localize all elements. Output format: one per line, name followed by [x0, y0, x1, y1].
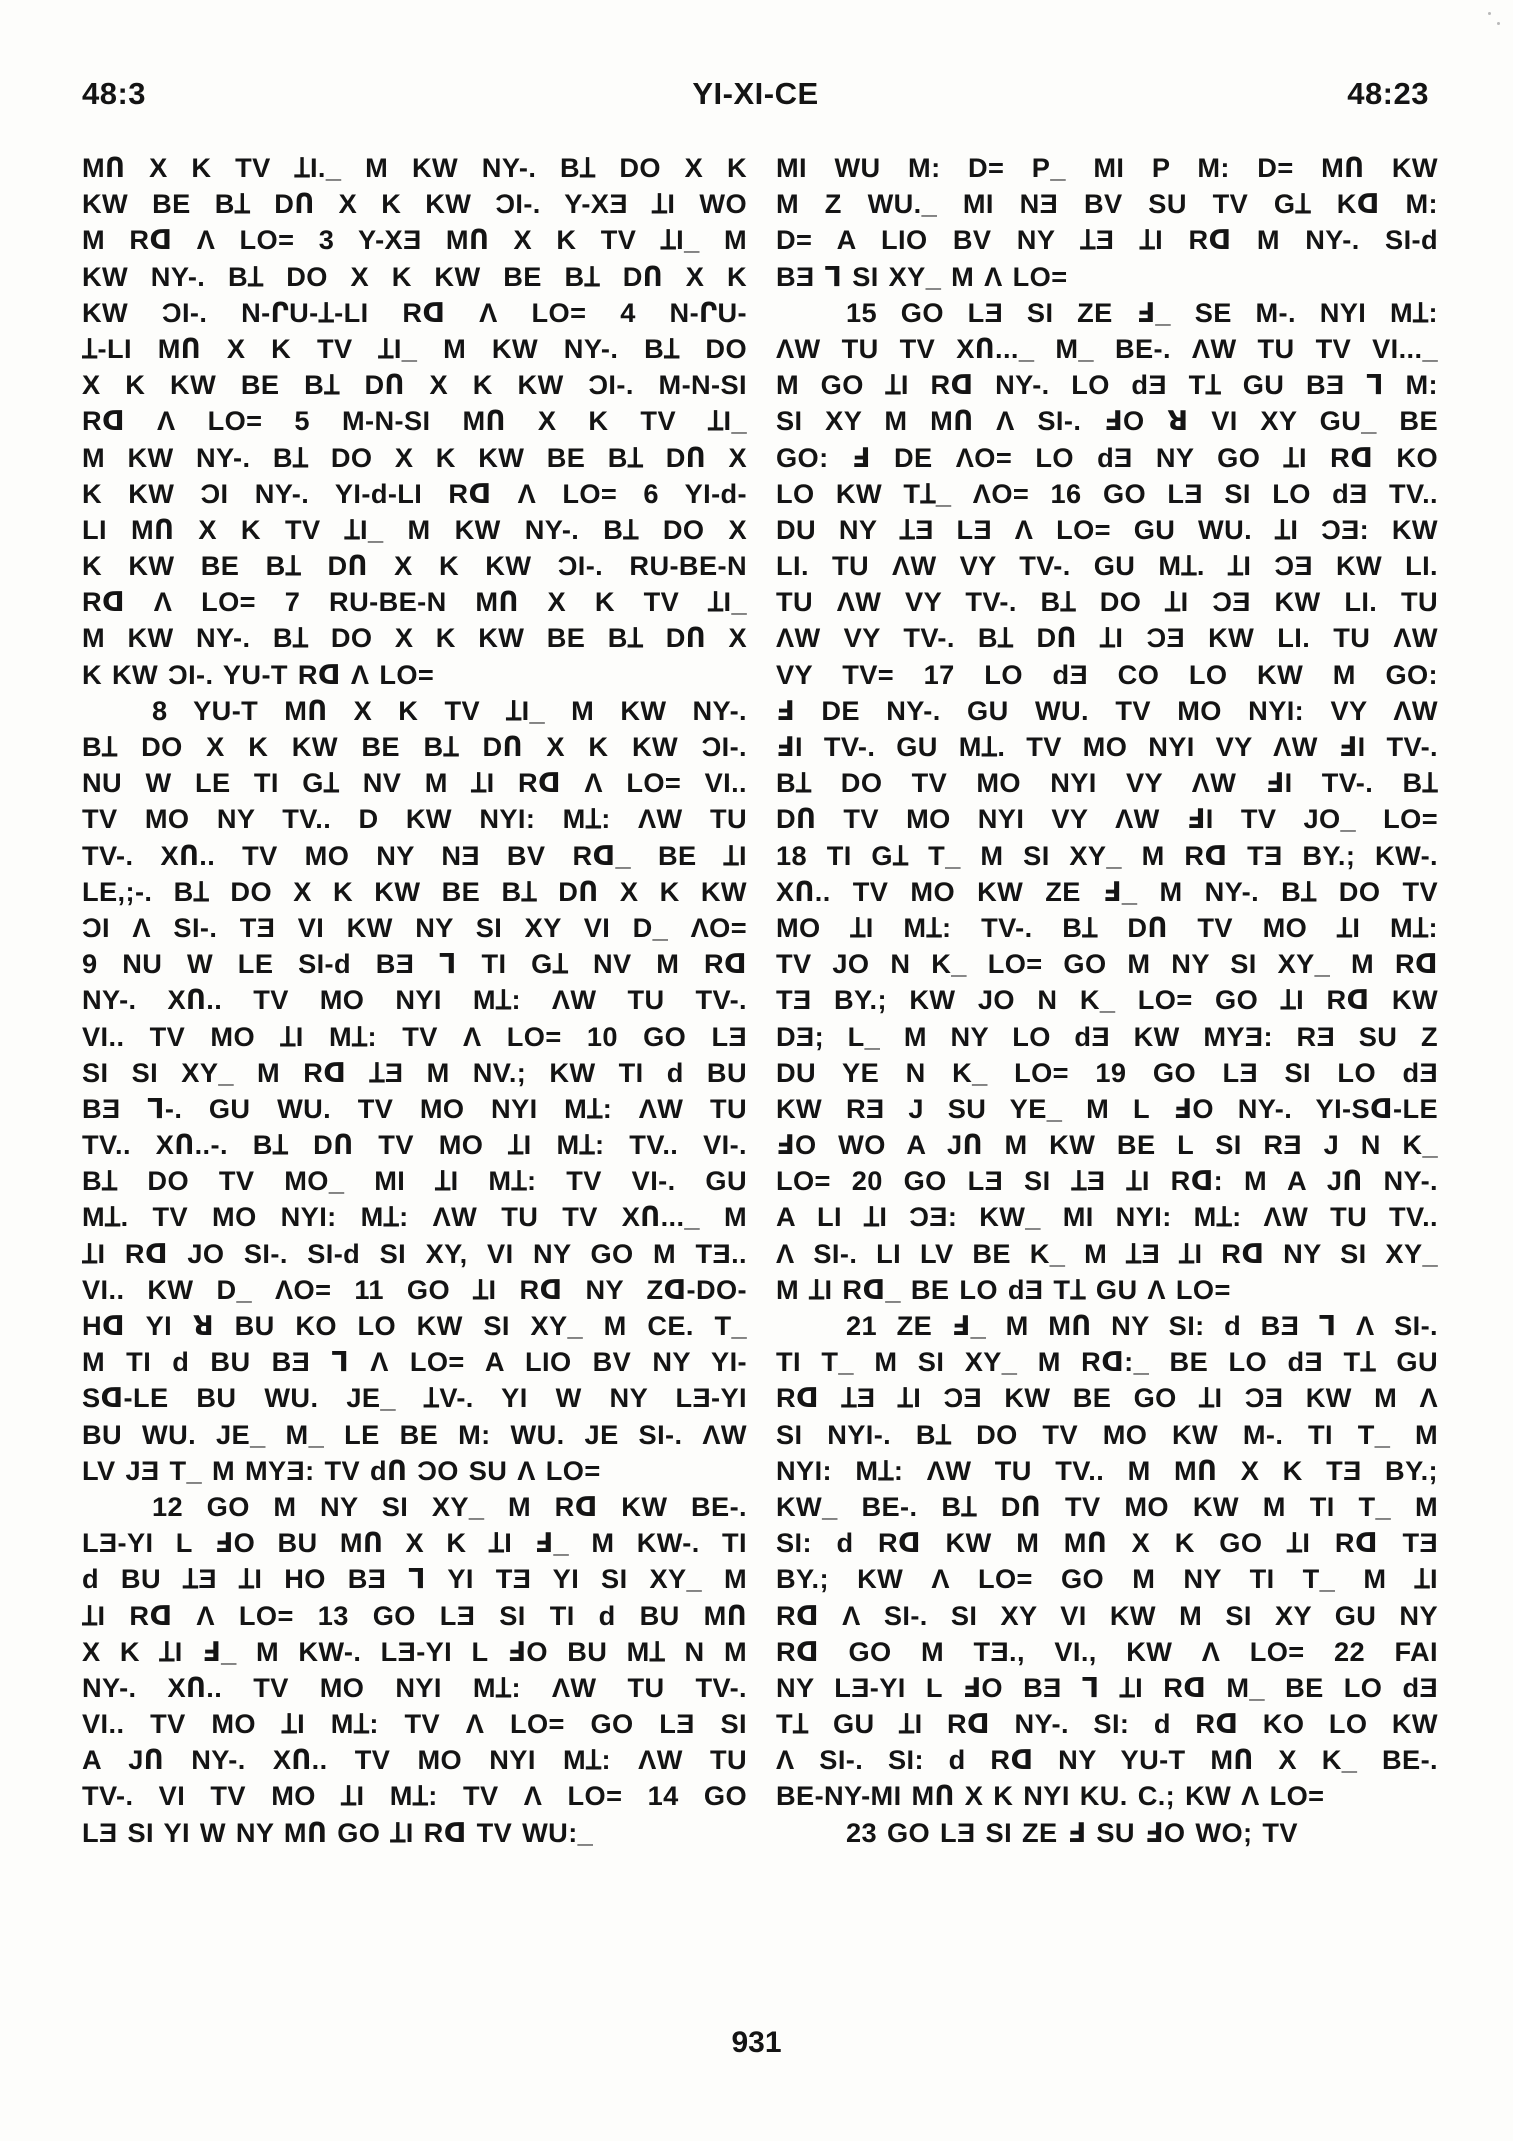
- left-column-line: ꞱI Rꓷ JO SI-. SI-ԁ SI XY, VI NY GO M TƎ..: [82, 1237, 747, 1269]
- left-column-line: KW ƆI-. N-ՐU-Ʇ-LI Rꓷ Λ LO= 4 N-ՐU-: [82, 296, 747, 328]
- scan-speck: [1497, 22, 1500, 25]
- right-column-line: Rꓷ Λ SI-. SI XY VI KW M SI XY GU NY: [776, 1599, 1438, 1631]
- right-column-line: LI. TU ΛW VY TV-. GU MꞱ. ꞱI ƆƎ KW LI.: [776, 550, 1438, 582]
- right-column-line: M Z WU._ MI NƎ BV SU TV GꞱ Kꓷ M:: [776, 188, 1438, 220]
- right-column-line: DU NY ꞱƎ LƎ Λ LO= GU WU. ꞱI ƆƎ: KW: [776, 513, 1438, 545]
- left-column-line: BU WU. JE_ M_ LE BE M: WU. JE SI-. ΛW: [82, 1418, 747, 1450]
- left-column-line: Sꓷ-LE BU WU. JE_ ꞱV-. YI W NY LƎ-YI: [82, 1382, 747, 1414]
- right-column-line: MI WU M: D= P_ MI P M: D= MՈ KW: [776, 152, 1438, 183]
- left-column-line: LƎ SI YI W NY MՈ GO ꞱI Rꓷ TV WU:_: [82, 1816, 594, 1848]
- left-column-line: X K ꞱI ꓞ_ M KW-. LƎ-YI L ꓞO BU MꞱ N M: [82, 1635, 747, 1667]
- left-column-line: Ʇ-LI MՈ X K TV ꞱI_ M KW NY-. BꞱ DO: [82, 332, 747, 364]
- right-column-line: KW RƎ J SU YE_ M L ꓞO NY-. YI-Sꓷ-LE: [776, 1092, 1438, 1124]
- right-column-line: SI NYI-. BꞱ DO TV MO KW M-. TI T_ M: [776, 1418, 1438, 1450]
- right-column-line: BꞱ DO TV MO NYI VY ΛW ꓞI TV-. BꞱ: [776, 767, 1438, 799]
- header-left-reference: 48:3: [82, 76, 147, 111]
- left-column-line: MꞱ. TV MO NYI: MꞱ: ΛW TU TV XՈ..._ M: [82, 1201, 747, 1233]
- right-column-line: VY TV= 17 LO ԁƎ CO LO KW M GO:: [776, 658, 1438, 690]
- right-column-line: TƎ BY.; KW JO N K_ LO= GO ꞱI Rꓷ KW: [776, 984, 1438, 1016]
- left-column-line: M KW NY-. BꞱ DO X K KW BE BꞱ DՈ X: [82, 441, 747, 473]
- right-column-line: BƎ Ꞁ SI XY_ M Λ LO=: [776, 260, 1068, 292]
- right-column-line: DƎ; L_ M NY LO ԁƎ KW MYƎ: RƎ SU Z: [776, 1020, 1438, 1052]
- left-column-line: K KW ƆI-. YU-T Rꓷ Λ LO=: [82, 658, 435, 690]
- scan-speck: [1488, 12, 1491, 15]
- right-column-line: DU YE N K_ LO= 19 GO LƎ SI LO ԁƎ: [776, 1056, 1438, 1088]
- right-column-line: Λ SI-. LI LV BE K_ M ꞱƎ ꞱI Rꓷ NY SI XY_: [776, 1237, 1438, 1269]
- left-column-line: K KW ƆI NY-. YI-ԁ-LI Rꓷ Λ LO= 6 YI-ԁ-: [82, 477, 747, 509]
- right-column-line: XՈ.. TV MO KW ZE ꓞ_ M NY-. BꞱ DO TV: [776, 875, 1438, 907]
- page-number: 931: [731, 2026, 782, 2059]
- right-column-line: ꓞI TV-. GU MꞱ. TV MO NYI VY ΛW ꓞI TV-.: [776, 731, 1438, 762]
- right-column-line: 15 GO LƎ SI ZE ꓞ_ SE M-. NYI MꞱ:: [846, 296, 1438, 328]
- right-column-line: GO: ꓞ DE ΛO= LO ԁƎ NY GO ꞱI Rꓷ KO: [776, 441, 1438, 473]
- right-column-line: LO KW TꞱ_ ΛO= 16 GO LƎ SI LO ԁƎ TV..: [776, 477, 1438, 509]
- right-column-line: Rꓷ ꞱƎ ꞱI ƆƎ KW BE GO ꞱI ƆƎ KW M Λ: [776, 1382, 1438, 1414]
- left-column-line: M Rꓷ Λ LO= 3 Y-XƎ MՈ X K TV ꞱI_ M: [82, 224, 747, 256]
- left-column-line: A JՈ NY-. XՈ.. TV MO NYI MꞱ: ΛW TU: [82, 1744, 747, 1776]
- left-column-line: Rꓷ Λ LO= 7 RU-BE-N MՈ X K TV ꞱI_: [82, 586, 747, 618]
- left-column-line: KW BE BꞱ DՈ X K KW ƆI-. Y-XƎ ꞱI WO: [82, 188, 747, 220]
- right-column-line: SI XY M MՈ Λ SI-. ꓞO ꓤ VI XY GU_ BE: [776, 405, 1438, 437]
- left-column-line: 12 GO M NY SI XY_ M Rꓷ KW BE-.: [152, 1490, 747, 1522]
- left-column-line: K KW BE BꞱ DՈ X K KW ƆI-. RU-BE-N: [82, 550, 747, 582]
- right-column-line: Λ SI-. SI: ԁ Rꓷ NY YU-T MՈ X K_ BE-.: [776, 1744, 1438, 1776]
- left-column-line: Rꓷ Λ LO= 5 M-N-SI MՈ X K TV ꞱI_: [82, 405, 747, 437]
- right-column-line: BY.; KW Λ LO= GO M NY TI T_ M ꞱI: [776, 1563, 1438, 1595]
- left-column-line: LƎ-YI L ꓞO BU MՈ X K ꞱI ꓞ_ M KW-. TI: [82, 1527, 747, 1559]
- right-column-line: TI T_ M SI XY_ M Rꓷ:_ BE LO ԁƎ TꞱ GU: [776, 1346, 1438, 1378]
- left-column-line: TV MO NY TV.. D KW NYI: MꞱ: ΛW TU: [82, 803, 747, 835]
- right-column-line: ꓞ DE NY-. GU WU. TV MO NYI: VY ΛW: [776, 694, 1438, 726]
- right-column-line: SI: ԁ Rꓷ KW M MՈ X K GO ꞱI Rꓷ TƎ: [776, 1527, 1438, 1559]
- right-column-line: ΛW VY TV-. BꞱ DՈ ꞱI ƆƎ KW LI. TU ΛW: [776, 622, 1438, 654]
- right-column-line: NY LƎ-YI L ꓞO BƎ Ꞁ ꞱI Rꓷ M_ BE LO ԁƎ: [776, 1671, 1438, 1703]
- right-text-column: [776, 150, 1438, 1851]
- left-column-line: NY-. XՈ.. TV MO NYI MꞱ: ΛW TU TV-.: [82, 984, 747, 1016]
- left-column-line: M KW NY-. BꞱ DO X K KW BE BꞱ DՈ X: [82, 622, 747, 654]
- right-column-line: A LI ꞱI ƆƎ: KW_ MI NYI: MꞱ: ΛW TU TV..: [776, 1201, 1438, 1233]
- left-column-line: Hꓷ YI ꓤ BU KO LO KW SI XY_ M CE. T_: [82, 1310, 747, 1341]
- right-column-line: KW_ BE-. BꞱ DՈ TV MO KW M TI T_ M: [776, 1490, 1438, 1522]
- right-column-line: BE-NY-MI MՈ X K NYI KU. C.; KW Λ LO=: [776, 1780, 1325, 1812]
- left-column-line: NY-. XՈ.. TV MO NYI MꞱ: ΛW TU TV-.: [82, 1671, 747, 1703]
- running-header: [82, 76, 1429, 120]
- right-column-line: Rꓷ GO M TƎ., VI., KW Λ LO= 22 FAI: [776, 1635, 1438, 1667]
- right-column-line: TU ΛW VY TV-. BꞱ DO ꞱI ƆƎ KW LI. TU: [776, 586, 1438, 618]
- right-column-line: ꓞO WO A JՈ M KW BE L SI RƎ J N K_: [776, 1129, 1438, 1161]
- left-column-line: 8 YU-T MՈ X K TV ꞱI_ M KW NY-.: [152, 694, 747, 726]
- right-column-line: DՈ TV MO NYI VY ΛW ꓞI TV JO_ LO=: [776, 803, 1438, 835]
- right-column-line: NYI: MꞱ: ΛW TU TV.. M MՈ X K TƎ BY.;: [776, 1454, 1438, 1486]
- left-text-column: [82, 150, 747, 1851]
- left-column-line: VI.. TV MO ꞱI MꞱ: TV Λ LO= GO LƎ SI: [82, 1708, 747, 1740]
- right-column-line: D= A LIO BV NY ꞱƎ ꞱI Rꓷ M NY-. SI-ԁ: [776, 224, 1438, 256]
- left-column-line: ԁ BU ꞱƎ ꞱI HO BƎ Ꞁ YI TƎ YI SI XY_ M: [82, 1563, 747, 1595]
- left-column-line: BꞱ DO TV MO_ MI ꞱI MꞱ: TV VI-. GU: [82, 1165, 747, 1197]
- right-column-line: MO ꞱI MꞱ: TV-. BꞱ DՈ TV MO ꞱI MꞱ:: [776, 911, 1438, 943]
- left-column-line: TV-. VI TV MO ꞱI MꞱ: TV Λ LO= 14 GO: [82, 1780, 747, 1812]
- left-column-line: BƎ Ꞁ-. GU WU. TV MO NYI MꞱ: ΛW TU: [82, 1092, 747, 1124]
- right-column-line: LO= 20 GO LƎ SI ꞱƎ ꞱI Rꓷ: M A JՈ NY-.: [776, 1165, 1438, 1197]
- right-column-line: TꞱ GU ꞱI Rꓷ NY-. SI: ԁ Rꓷ KO LO KW: [776, 1708, 1438, 1740]
- left-column-line: NU W LE TI GꞱ NV M ꞱI Rꓷ Λ LO= VI..: [82, 767, 747, 799]
- right-column-line: M GO ꞱI Rꓷ NY-. LO ԁƎ TꞱ GU BƎ Ꞁ M:: [776, 369, 1438, 401]
- left-column-line: ꞱI Rꓷ Λ LO= 13 GO LƎ SI TI ԁ BU MՈ: [82, 1599, 747, 1631]
- right-column-line: 18 TI GꞱ T_ M SI XY_ M Rꓷ TƎ BY.; KW-.: [776, 839, 1438, 871]
- left-column-line: VI.. KW D_ ΛO= 11 GO ꞱI Rꓷ NY Zꓷ-DO-: [82, 1273, 747, 1305]
- left-column-line: TV.. XՈ..-. BꞱ DՈ TV MO ꞱI MꞱ: TV.. VI-.: [82, 1129, 747, 1161]
- left-column-line: MՈ X K TV ꞱI._ M KW NY-. BꞱ DO X K: [82, 152, 747, 183]
- right-column-line: 21 ZE ꓞ_ M MՈ NY SI: ԁ BƎ Ꞁ Λ SI-.: [846, 1310, 1438, 1341]
- left-column-line: X K KW BE BꞱ DՈ X K KW ƆI-. M-N-SI: [82, 369, 747, 401]
- left-column-line: M TI ԁ BU BƎ Ꞁ Λ LO= A LIO BV NY YI-: [82, 1346, 747, 1378]
- book-title: YI-XI-CE: [692, 76, 819, 111]
- left-column-line: LV JƎ T_ M MYƎ: TV ԁՈ ƆO SU Λ LO=: [82, 1454, 601, 1486]
- right-column-line: M ꞱI Rꓷ_ BE LO ԁƎ TꞱ GU Λ LO=: [776, 1273, 1231, 1305]
- right-column-line: ΛW TU TV XՈ..._ M_ BE-. ΛW TU TV VI..._: [776, 332, 1438, 364]
- left-column-line: 9 NU W LE SI-ԁ BƎ Ꞁ TI GꞱ NV M Rꓷ: [82, 948, 747, 980]
- left-column-line: BꞱ DO X K KW BE BꞱ DՈ X K KW ƆI-.: [82, 731, 747, 762]
- right-column-line: TV JO N K_ LO= GO M NY SI XY_ M Rꓷ: [776, 948, 1438, 980]
- left-column-line: ƆI Λ SI-. TƎ VI KW NY SI XY VI D_ ΛO=: [82, 911, 747, 943]
- left-column-line: KW NY-. BꞱ DO X K KW BE BꞱ DՈ X K: [82, 260, 747, 292]
- left-column-line: TV-. XՈ.. TV MO NY NƎ BV Rꓷ_ BE ꞱI: [82, 839, 747, 871]
- right-column-line: 23 GO LƎ SI ZE ꓞ SU ꓞO WO; TV: [846, 1816, 1298, 1848]
- left-column-line: LI MՈ X K TV ꞱI_ M KW NY-. BꞱ DO X: [82, 513, 747, 545]
- left-column-line: SI SI XY_ M Rꓷ ꞱƎ M NV.; KW TI ԁ BU: [82, 1056, 747, 1088]
- header-right-reference: 48:23: [1347, 76, 1429, 111]
- left-column-line: LE,;-. BꞱ DO X K KW BE BꞱ DՈ X K KW: [82, 875, 747, 907]
- left-column-line: VI.. TV MO ꞱI MꞱ: TV Λ LO= 10 GO LƎ: [82, 1020, 747, 1052]
